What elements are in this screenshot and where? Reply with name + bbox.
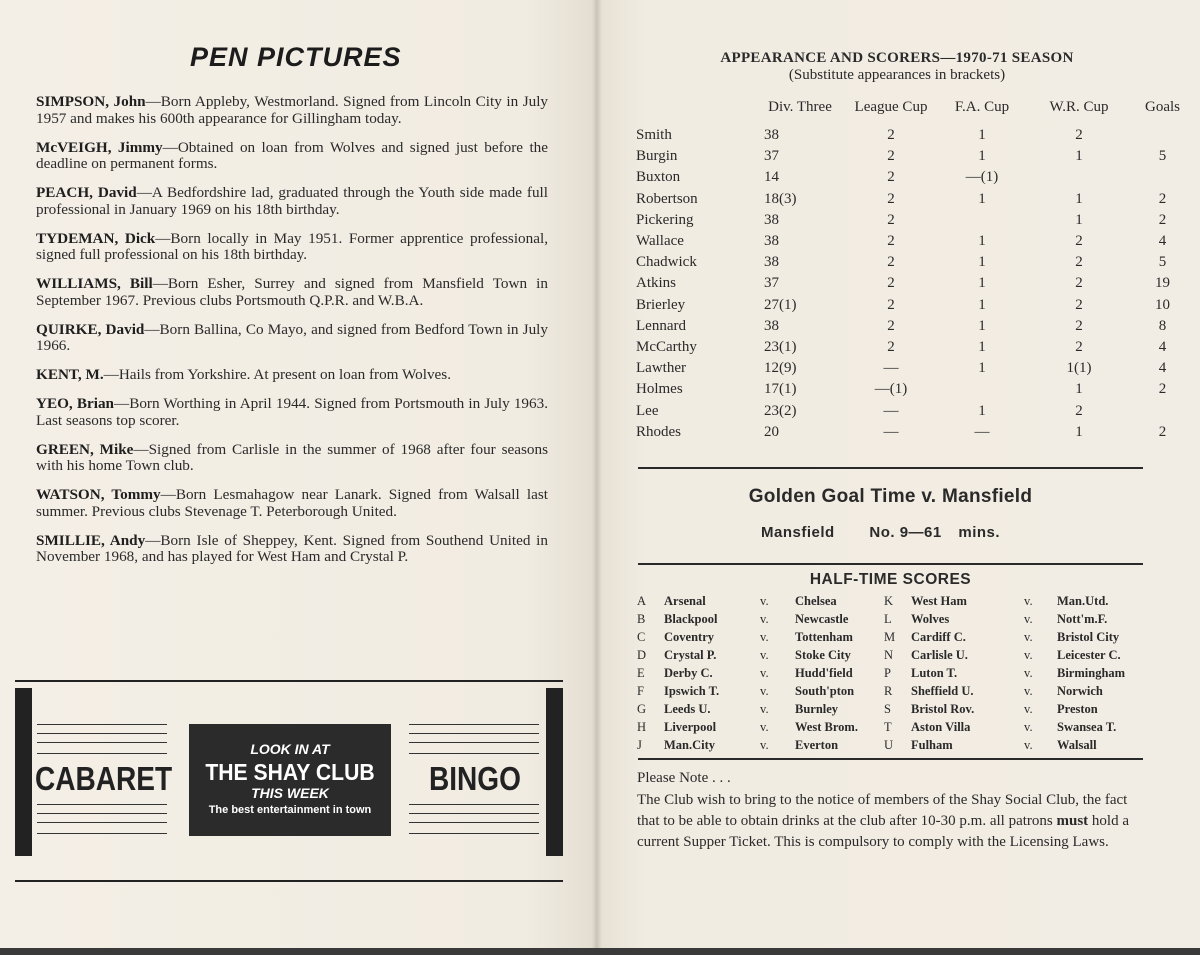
stat-cell: — [883, 402, 899, 419]
fixture-letter: A [637, 594, 647, 608]
away-team: Everton [795, 738, 839, 752]
fixture-letter: B [637, 612, 646, 626]
advert-right-bar [546, 688, 563, 856]
home-team: Leeds U. [664, 702, 711, 716]
stat-cell [1018, 167, 1140, 188]
stat-cell: 8 [1158, 317, 1167, 334]
stat-cell: 1 [1075, 423, 1083, 440]
note-text: The Club wish to bring to the notice of members of the Shay Social Club, the fact that to be able to obtain drinks at the club after 10-30 p.m. all patrons must hold a current Supper Ticket. This is compulsory to comply with the Licensing Laws. [637, 792, 1129, 851]
away-team: Stoke City [795, 648, 851, 662]
stat-cell: 1 [978, 275, 986, 292]
home-team: Liverpool [664, 720, 717, 734]
stat-cell: 1 [1075, 148, 1083, 165]
table-row [636, 273, 1185, 294]
away-team: Preston [1057, 702, 1098, 716]
away-team: Nott'm.F. [1057, 612, 1108, 626]
appearances-title: APPEARANCE AND SCORERS—1970-71 SEASON [720, 50, 1074, 66]
player-bio: —Born Worthing in April 1944. Signed from Portsmouth in July 1963. Last seasons top scorer. [36, 395, 549, 429]
away-team: Swansea T. [1057, 720, 1117, 734]
column-header: Goals [1145, 99, 1180, 115]
away-team: Norwich [1057, 684, 1103, 698]
stat-cell [1140, 400, 1185, 421]
stat-cell: 4 [1158, 338, 1167, 355]
player-name: YEO, Brian [36, 395, 114, 412]
versus-label: v. [760, 612, 769, 626]
away-team: South'pton [795, 684, 855, 698]
player-name-cell: Lennard [636, 317, 686, 334]
table-row [636, 379, 1185, 400]
stat-cell: — [974, 423, 990, 440]
home-team: Ipswich T. [664, 684, 720, 698]
versus-label: v. [760, 738, 769, 752]
stat-cell: 18(3) [764, 190, 797, 207]
away-team: Walsall [1057, 738, 1097, 752]
player-entry [36, 367, 548, 384]
player-entry [36, 94, 548, 127]
versus-label: v. [1024, 684, 1033, 698]
player-name-cell: Robertson [636, 190, 698, 207]
player-name: WILLIAMS, Bill [36, 275, 153, 292]
stat-cell: 38 [764, 317, 779, 334]
stat-cell: 1 [978, 233, 986, 250]
stat-cell: 1 [978, 402, 986, 419]
stat-cell: 2 [1158, 381, 1167, 398]
player-bio: —A Bedfordshire lad, graduated through the Youth side made full professional in January 1969 on his 18th birthday. [36, 184, 548, 218]
stat-cell: —(1) [874, 381, 908, 398]
column-header: W.R. Cup [1049, 99, 1109, 115]
player-entry [36, 231, 548, 264]
versus-label: v. [760, 702, 769, 716]
player-name-cell: Atkins [636, 275, 677, 292]
stat-cell: 2 [1075, 275, 1083, 292]
divider-lines [37, 724, 167, 754]
divider [638, 563, 1143, 565]
player-name-cell: Rhodes [636, 423, 681, 440]
fixture-letter: F [637, 684, 644, 698]
player-name-cell: McCarthy [636, 338, 697, 355]
stat-cell: 2 [1075, 402, 1083, 419]
player-name-cell: Wallace [636, 233, 684, 250]
stat-cell: 2 [887, 233, 895, 250]
bingo-word: BINGO [429, 760, 521, 797]
table-row [636, 146, 1185, 167]
stat-cell: 1 [1075, 381, 1083, 398]
home-team: Cardiff C. [911, 630, 966, 644]
versus-label: v. [1024, 612, 1033, 626]
table-row [636, 337, 1185, 358]
player-list [36, 94, 548, 578]
player-entry [36, 442, 548, 475]
advert-left-bar [15, 688, 32, 856]
player-entry [36, 276, 548, 309]
table-row [636, 210, 1185, 231]
away-team: Bristol City [1057, 630, 1120, 644]
versus-label: v. [760, 648, 769, 662]
player-name-cell: Chadwick [636, 254, 697, 271]
stat-cell: 20 [764, 423, 779, 440]
home-team: Carlisle U. [911, 648, 968, 662]
fixture-letter: M [884, 630, 896, 644]
table-row [636, 189, 1185, 210]
stat-cell: 2 [887, 211, 895, 228]
player-entry [36, 487, 548, 520]
stat-cell: 2 [887, 190, 895, 207]
table-row [636, 295, 1185, 316]
player-bio: —Born Lesmahagow near Lanark. Signed from Walsall last summer. Previous clubs Stevenage T. Peterborough United. [36, 486, 548, 520]
stat-cell: 2 [887, 275, 895, 292]
player-bio: —Born Isle of Sheppey, Kent. Signed from Southend United in November 1968, and has played for West Ham and Crystal P. [36, 531, 549, 565]
player-name: WATSON, Tommy [36, 486, 161, 503]
fixture-letter: K [884, 594, 894, 608]
away-team: West Brom. [795, 720, 858, 734]
stat-cell: 23(2) [764, 402, 797, 419]
golden-goal-unit: mins. [958, 524, 1001, 541]
stat-cell: 17(1) [764, 381, 797, 398]
versus-label: v. [1024, 648, 1033, 662]
player-bio: —Obtained on loan from Wolves and signed just before the deadline on permanent forms. [36, 138, 549, 172]
stat-cell: 2 [1075, 338, 1083, 355]
stat-cell: 5 [1158, 254, 1167, 271]
stat-cell: 12(9) [764, 360, 797, 377]
stat-cell: 2 [887, 169, 895, 186]
player-entry [36, 533, 548, 566]
player-name: SMILLIE, Andy [36, 531, 146, 549]
page-title: PEN PICTURES [190, 42, 402, 72]
fixture-letter: H [637, 720, 647, 734]
stat-cell: 2 [1075, 233, 1083, 250]
stat-cell: 2 [887, 254, 895, 271]
advert-line-4: The best entertainment in town [208, 804, 372, 816]
player-name: KENT, M. [36, 366, 104, 383]
stat-cell: 19 [1155, 275, 1170, 292]
home-team: West Ham [911, 594, 967, 608]
player-name-cell: Burgin [636, 148, 678, 165]
stat-cell: 2 [1158, 211, 1167, 228]
player-bio: —Hails from Yorkshire. At present on loan from Wolves. [103, 366, 451, 383]
home-team: Crystal P. [664, 648, 717, 662]
stat-cell: 2 [887, 317, 895, 334]
fixture-letter: R [884, 684, 893, 698]
home-team: Arsenal [664, 594, 706, 608]
versus-label: v. [1024, 702, 1033, 716]
stat-cell: 38 [764, 254, 779, 271]
away-team: Leicester C. [1057, 648, 1121, 662]
player-name: TYDEMAN, Dick [36, 229, 156, 247]
player-name: QUIRKE, David [36, 320, 145, 338]
versus-label: v. [760, 630, 769, 644]
fixture-letter: D [637, 648, 647, 662]
fixture-letter: J [637, 738, 642, 752]
stat-cell: 2 [887, 338, 895, 355]
versus-label: v. [760, 594, 769, 608]
home-team: Derby C. [664, 666, 713, 680]
player-bio: —Born Esher, Surrey and signed from Mansfield Town in September 1967. Previous clubs Portsmouth Q.P.R. and W.B.A. [36, 275, 548, 309]
left-page [0, 0, 597, 948]
stat-cell: 2 [1158, 423, 1167, 440]
half-time-title: HALF-TIME SCORES [809, 571, 972, 588]
player-entry [36, 185, 548, 218]
stat-cell: 1 [978, 254, 986, 271]
stat-cell: 1 [978, 296, 986, 313]
player-name-cell: Buxton [636, 169, 681, 186]
home-team: Blackpool [664, 612, 718, 626]
stat-cell: 4 [1158, 233, 1167, 250]
player-name-cell: Smith [636, 127, 672, 144]
away-team: Burnley [795, 702, 839, 716]
table-row [636, 422, 1185, 443]
stat-cell: 2 [887, 148, 895, 165]
cabaret-word: CABARET [35, 760, 173, 797]
player-entry [36, 396, 548, 429]
stat-cell: 1 [978, 190, 986, 207]
advert-line-2: THE SHAY CLUB [205, 759, 375, 785]
golden-goal-title: Golden Goal Time v. Mansfield [748, 486, 1033, 507]
stat-cell: 14 [764, 169, 779, 186]
player-name-cell: Lawther [636, 360, 686, 377]
player-entry [36, 322, 548, 355]
home-team: Fulham [911, 738, 953, 752]
stat-cell: 23(1) [764, 338, 797, 355]
stat-cell: 2 [887, 127, 895, 144]
player-name-cell: Brierley [636, 296, 686, 313]
stat-cell: 2 [1075, 296, 1083, 313]
stat-cell: 1 [1075, 211, 1083, 228]
column-header: F.A. Cup [954, 99, 1010, 115]
appearances-table [636, 99, 1185, 443]
golden-goal-team: Mansfield [761, 524, 835, 541]
stat-cell: 37 [764, 148, 779, 165]
shay-club-box [189, 724, 391, 836]
stat-cell: 37 [764, 275, 779, 292]
player-name: SIMPSON, John [36, 93, 146, 110]
golden-goal-result [761, 524, 1000, 541]
stat-cell: 5 [1158, 148, 1167, 165]
home-team: Bristol Rov. [911, 702, 975, 716]
advert-line-3: THIS WEEK [251, 785, 329, 801]
stat-cell: 2 [1075, 317, 1083, 334]
home-team: Sheffield U. [911, 684, 974, 698]
player-name: GREEN, Mike [36, 440, 134, 458]
column-header: Div. Three [768, 99, 832, 115]
fixture-letter: E [637, 666, 645, 680]
player-bio: —Signed from Carlisle in the summer of 1968 after four seasons with his home Town club. [36, 440, 548, 474]
versus-label: v. [1024, 738, 1033, 752]
divider-lines [409, 724, 539, 754]
golden-goal-number: No. 9—61 [869, 524, 942, 541]
versus-label: v. [1024, 720, 1033, 734]
stat-cell: 1 [1075, 190, 1083, 207]
table-header [636, 99, 1185, 125]
fixture-letter: U [884, 738, 894, 752]
stat-cell [946, 210, 1018, 231]
versus-label: v. [760, 720, 769, 734]
stat-cell: 2 [1075, 127, 1083, 144]
table-row [636, 125, 1185, 146]
stat-cell: 4 [1158, 360, 1167, 377]
stat-cell: 2 [1158, 190, 1167, 207]
stat-cell: 38 [764, 233, 779, 250]
fixture-letter: G [637, 702, 647, 716]
versus-label: v. [760, 666, 769, 680]
stat-cell [1140, 125, 1185, 146]
stat-cell: 38 [764, 127, 779, 144]
versus-label: v. [1024, 630, 1033, 644]
away-team: Man.Utd. [1057, 594, 1109, 608]
player-bio: —Born Ballina, Co Mayo, and signed from Bedford Town in July 1966. [36, 320, 548, 354]
player-name: McVEIGH, Jimmy [36, 138, 163, 156]
away-team: Tottenham [795, 630, 853, 644]
player-name-cell: Holmes [636, 381, 683, 398]
shay-club-advert [15, 680, 563, 882]
stat-cell: 1 [978, 338, 986, 355]
fixture-letter: L [884, 612, 892, 626]
fixture-letter: S [884, 702, 891, 716]
stat-cell: 1 [978, 360, 986, 377]
stat-cell: 1(1) [1066, 360, 1092, 377]
stat-cell: 2 [1075, 254, 1083, 271]
advert-line-1: LOOK IN AT [250, 741, 330, 757]
home-team: Man.City [664, 738, 716, 752]
divider-lines [37, 804, 167, 834]
right-page [597, 0, 1200, 948]
stat-cell: 1 [978, 148, 986, 165]
away-team: Birmingham [1057, 666, 1126, 680]
table-row [636, 252, 1185, 273]
note-heading: Please Note . . . [637, 770, 731, 786]
away-team: Hudd'field [795, 666, 853, 680]
stat-cell: 2 [887, 296, 895, 313]
player-name: PEACH, David [36, 184, 137, 201]
stat-cell: — [883, 423, 899, 440]
home-team: Luton T. [911, 666, 958, 680]
versus-label: v. [1024, 594, 1033, 608]
player-name-cell: Pickering [636, 211, 694, 228]
stat-cell [946, 379, 1018, 400]
divider [638, 467, 1143, 469]
home-team: Coventry [664, 630, 714, 644]
stat-cell: 38 [764, 211, 779, 228]
player-bio: —Born Appleby, Westmorland. Signed from Lincoln City in July 1957 and makes his 600th appearance for Gillingham today. [36, 93, 549, 127]
versus-label: v. [760, 684, 769, 698]
stat-cell: — [883, 360, 899, 377]
column-header: League Cup [854, 99, 928, 115]
book-gutter [592, 0, 602, 948]
fixture-letter: N [884, 648, 894, 662]
player-name-cell: Lee [636, 402, 659, 419]
stat-cell: 10 [1155, 296, 1170, 313]
table-row [636, 400, 1185, 421]
appearances-subtitle: (Substitute appearances in brackets) [788, 67, 1006, 83]
table-row [636, 316, 1185, 337]
fixture-letter: P [884, 666, 891, 680]
stat-cell: 1 [978, 127, 986, 144]
stat-cell: —(1) [965, 169, 999, 186]
stat-cell: 27(1) [764, 296, 797, 313]
table-row [636, 358, 1185, 379]
table-row [636, 231, 1185, 252]
table-row [636, 167, 1185, 188]
stat-cell: 1 [978, 317, 986, 334]
divider [638, 758, 1143, 760]
versus-label: v. [1024, 666, 1033, 680]
home-team: Wolves [911, 612, 950, 626]
fixture-letter: T [884, 720, 892, 734]
away-team: Newcastle [795, 612, 849, 626]
fixture-letter: C [637, 630, 646, 644]
away-team: Chelsea [795, 594, 837, 608]
player-bio: —Born locally in May 1951. Former apprentice professional, signed full professional on his 18th birthday. [36, 229, 549, 263]
divider-lines [409, 804, 539, 834]
home-team: Aston Villa [911, 720, 971, 734]
player-entry [36, 140, 548, 173]
stat-cell [1140, 167, 1185, 188]
